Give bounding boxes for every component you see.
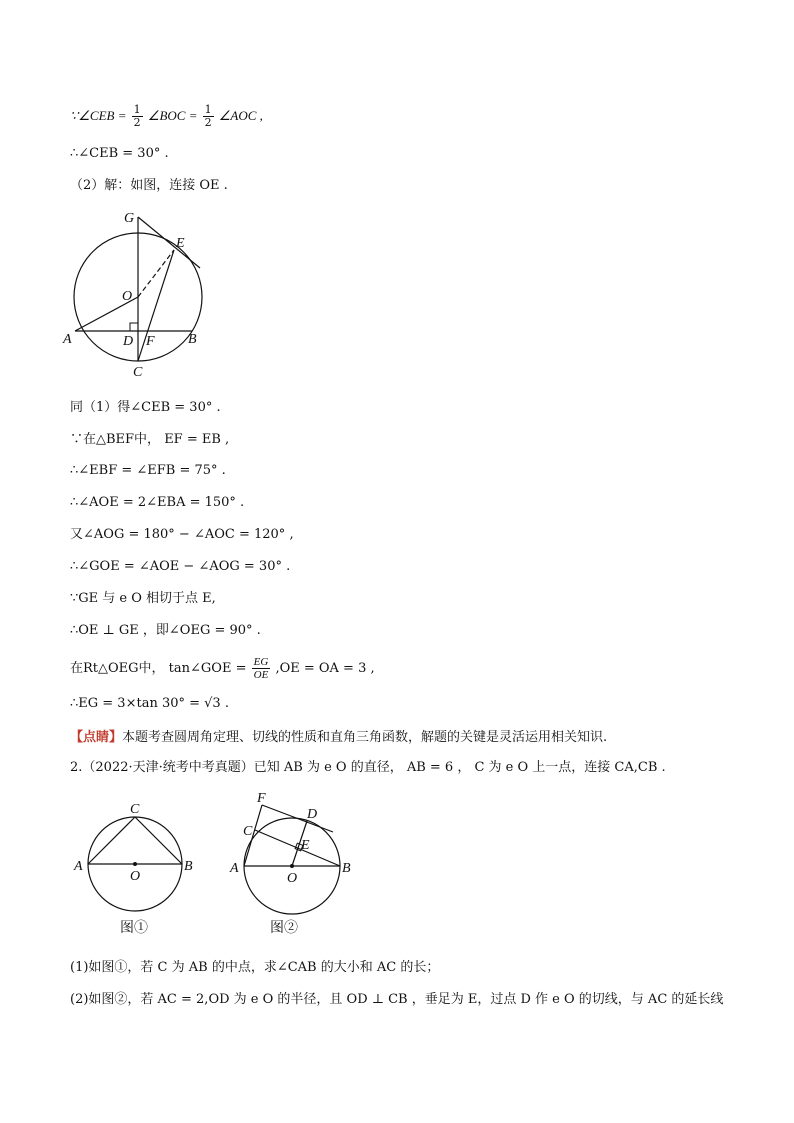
svg-text:C: C — [130, 802, 140, 817]
solution-line-10: ∵GE 与 e O 相切于点 E, — [70, 591, 216, 606]
solution-line-1: ∵∠CEB = $\frac{1}{2}$ ∠BOC = $\frac{1}{2}$ ∠AOC , — [70, 103, 263, 129]
svg-text:F: F — [257, 791, 266, 806]
figure-circle-tangent — [60, 205, 220, 380]
svg-text:O: O — [287, 871, 298, 886]
svg-text:A: A — [63, 332, 72, 347]
svg-text:D: D — [307, 807, 318, 822]
svg-text:F: F — [146, 334, 155, 349]
svg-text:O: O — [130, 869, 141, 884]
solution-line-2: ∴∠CEB = 30° . — [70, 146, 169, 161]
problem-2-statement: 2.（2022·天津·统考中考真题）已知 AB 为 e O 的直径， AB = 6 ， C 为 e O 上一点，连接 CA,CB . — [70, 760, 666, 775]
svg-text:E: E — [176, 236, 185, 251]
solution-line-5: ∵在△BEF中， EF = EB , — [70, 432, 230, 447]
figure-2-circle — [225, 790, 365, 940]
solution-line-11: ∴OE ⊥ GE ，即∠OEG = 90° . — [70, 623, 261, 638]
solution-line-9: ∴∠GOE = ∠AOE − ∠AOG = 30° . — [70, 559, 291, 574]
svg-text:B: B — [184, 859, 193, 874]
solution-line-3: （2）解：如图，连接 OE . — [70, 178, 228, 193]
svg-text:C: C — [133, 365, 143, 380]
svg-text:B: B — [188, 332, 197, 347]
figure-1-circle — [68, 800, 208, 940]
svg-text:A: A — [230, 861, 239, 876]
solution-line-13: ∴EG = 3×tan 30° = √3 . — [70, 696, 229, 711]
comment-line: 【点睛】本题考查圆周角定理、切线的性质和直角三角函数，解题的关键是灵活运用相关知识. — [70, 730, 608, 745]
solution-line-12: 在Rt△OEG中， tan∠GOE = $\frac{EG}{OE}$ ,OE = OA = 3 , — [70, 656, 375, 681]
comment-tag: 【点睛】 — [70, 730, 123, 745]
fraction-half: $\frac{1}{2}$ — [204, 103, 212, 129]
solution-line-6: ∴∠EBF = ∠EFB = 75° . — [70, 463, 226, 478]
svg-text:图②: 图② — [270, 919, 298, 935]
fraction-half: $\frac{1}{2}$ — [133, 103, 141, 129]
svg-text:D: D — [123, 334, 134, 349]
solution-line-7: ∴∠AOE = 2∠EBA = 150° . — [70, 495, 245, 510]
solution-line-4: 同（1）得∠CEB = 30° . — [70, 400, 221, 415]
solution-line-8: 又∠AOG = 180° − ∠AOC = 120° , — [70, 527, 294, 542]
sub-question-2: (2)如图②，若 AC = 2,OD 为 e O 的半径，且 OD ⊥ CB ，垂足为 E，过点 D 作 e O 的切线，与 AC 的延长线 — [70, 992, 724, 1007]
svg-text:A: A — [74, 859, 83, 874]
svg-text:B: B — [342, 861, 351, 876]
svg-text:G: G — [124, 211, 135, 226]
svg-text:图①: 图① — [120, 919, 148, 935]
sub-question-1: (1)如图①，若 C 为 AB 的中点，求∠CAB 的大小和 AC 的长； — [70, 960, 440, 975]
svg-text:O: O — [122, 289, 133, 304]
fraction-eg-oe: $\frac{EG}{OE}$ — [253, 656, 269, 681]
svg-text:C: C — [243, 824, 253, 839]
svg-text:E: E — [301, 838, 310, 853]
